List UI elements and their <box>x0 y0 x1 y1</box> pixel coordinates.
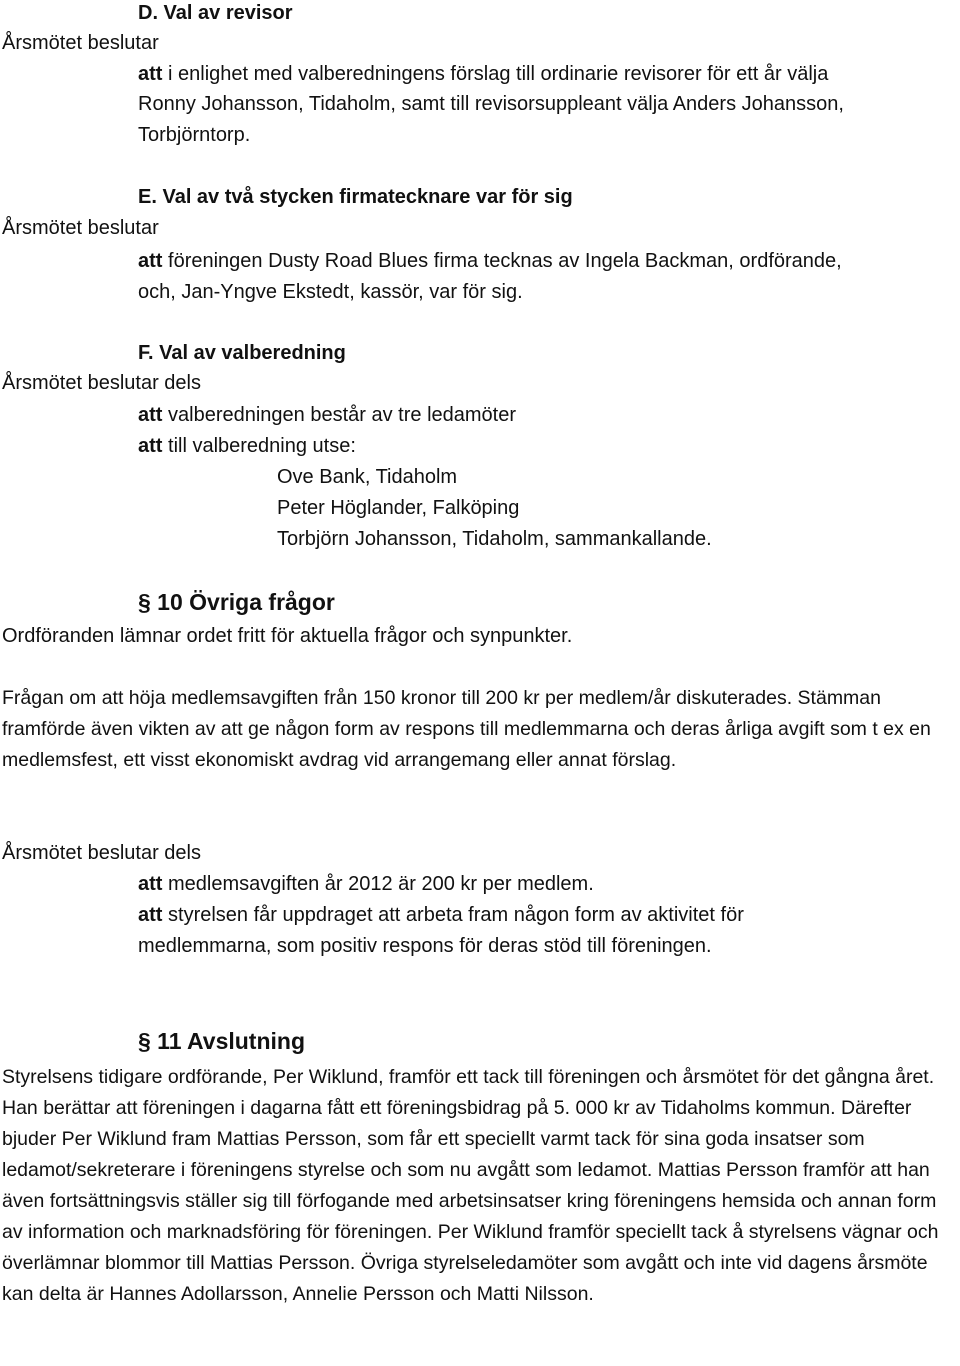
section-10-motion1 <box>138 869 594 899</box>
member-item: Torbjörn Johansson, Tidaholm, sammankallande. <box>277 528 712 550</box>
section-10-intro: Ordföranden lämnar ordet fritt för aktuella frågor och synpunkter. <box>2 625 573 647</box>
section-f-heading: F. Val av valberedning <box>138 342 346 364</box>
section-e-decision: Årsmötet beslutar <box>2 217 159 239</box>
member-item: Ove Bank, Tidaholm <box>277 466 458 488</box>
section-11-heading: § 11 Avslutning <box>138 1028 306 1054</box>
motion-text: medlemsavgiften år 2012 är 200 kr per medlem. <box>162 873 594 895</box>
section-d-motion-line2: Ronny Johansson, Tidaholm, samt till revisorsuppleant välja Anders Johansson, <box>138 93 844 115</box>
section-10-decision: Årsmötet beslutar dels <box>2 842 201 864</box>
motion-text: till valberedning utse: <box>162 435 356 457</box>
motion-text: föreningen Dusty Road Blues firma tecknas av Ingela Backman, ordförande, <box>162 250 842 272</box>
section-d-motion-line3: Torbjörntorp. <box>138 124 251 146</box>
motion-text: styrelsen får uppdraget att arbeta fram någon form av aktivitet för <box>162 904 744 926</box>
att-keyword: att <box>138 435 163 457</box>
section-10-motion2-line1 <box>138 900 744 930</box>
section-d-decision: Årsmötet beslutar <box>2 32 159 54</box>
section-f-motion2 <box>138 431 356 461</box>
att-keyword: att <box>138 404 163 426</box>
section-e-motion-line2: och, Jan-Yngve Ekstedt, kassör, var för sig. <box>138 281 523 303</box>
section-10-motion2-line2: medlemmarna, som positiv respons för deras stöd till föreningen. <box>138 935 712 957</box>
section-f-decision: Årsmötet beslutar dels <box>2 372 201 394</box>
section-11-body: Styrelsens tidigare ordförande, Per Wiklund, framför ett tack till föreningen och årsmötet för det gångna året. Han berättar att föreningen i dagarna fått ett föreningsbidrag på 5. 000 kr av Tidaholms kommun. Därefter bjuder Per Wiklund fram Mattias Persson, som får ett speciellt varmt tack för sina goda insatser som ledamot/sekreterare i föreningens styrelse och som nu avgått som ledamot. Mattias Persson framför att han även fortsättningsvis ställer sig till förfogande med arbetsinsatser kring föreningens hemsida och annan form av information och marknadsföring för föreningen. Per Wiklund framför speciellt tack å styrelsens vägnar och överlämnar blommor till Mattias Persson. Övriga styrelseledamöter som avgått och inte vid dagens årsmöte kan delta är Hannes Adollarsson, Annelie Persson och Matti Nilsson. <box>2 1066 939 1305</box>
section-d-heading: D. Val av revisor <box>138 2 293 24</box>
att-keyword: att <box>138 250 163 272</box>
section-f-motion1 <box>138 400 516 430</box>
att-keyword: att <box>138 904 163 926</box>
att-keyword: att <box>138 63 163 85</box>
section-e-heading: E. Val av två stycken firmatecknare var för sig <box>138 186 573 208</box>
section-10-heading: § 10 Övriga frågor <box>138 589 335 615</box>
member-item: Peter Höglander, Falköping <box>277 497 520 519</box>
section-d-motion-line1 <box>138 59 828 89</box>
section-10-discussion: Frågan om att höja medlemsavgiften från 150 kronor till 200 kr per medlem/år diskuterades. Stämman framförde även vikten av att ge någon form av respons till medlemmarna och deras årliga avgift som t ex en medlemsfest, ett visst ekonomiskt avdrag vid arrangemang eller annat förslag. <box>2 687 931 771</box>
att-keyword: att <box>138 873 163 895</box>
motion-text: valberedningen består av tre ledamöter <box>162 404 516 426</box>
section-e-motion-line1 <box>138 246 842 276</box>
motion-text: i enlighet med valberedningens förslag till ordinarie revisorer för ett år välja <box>162 63 829 85</box>
